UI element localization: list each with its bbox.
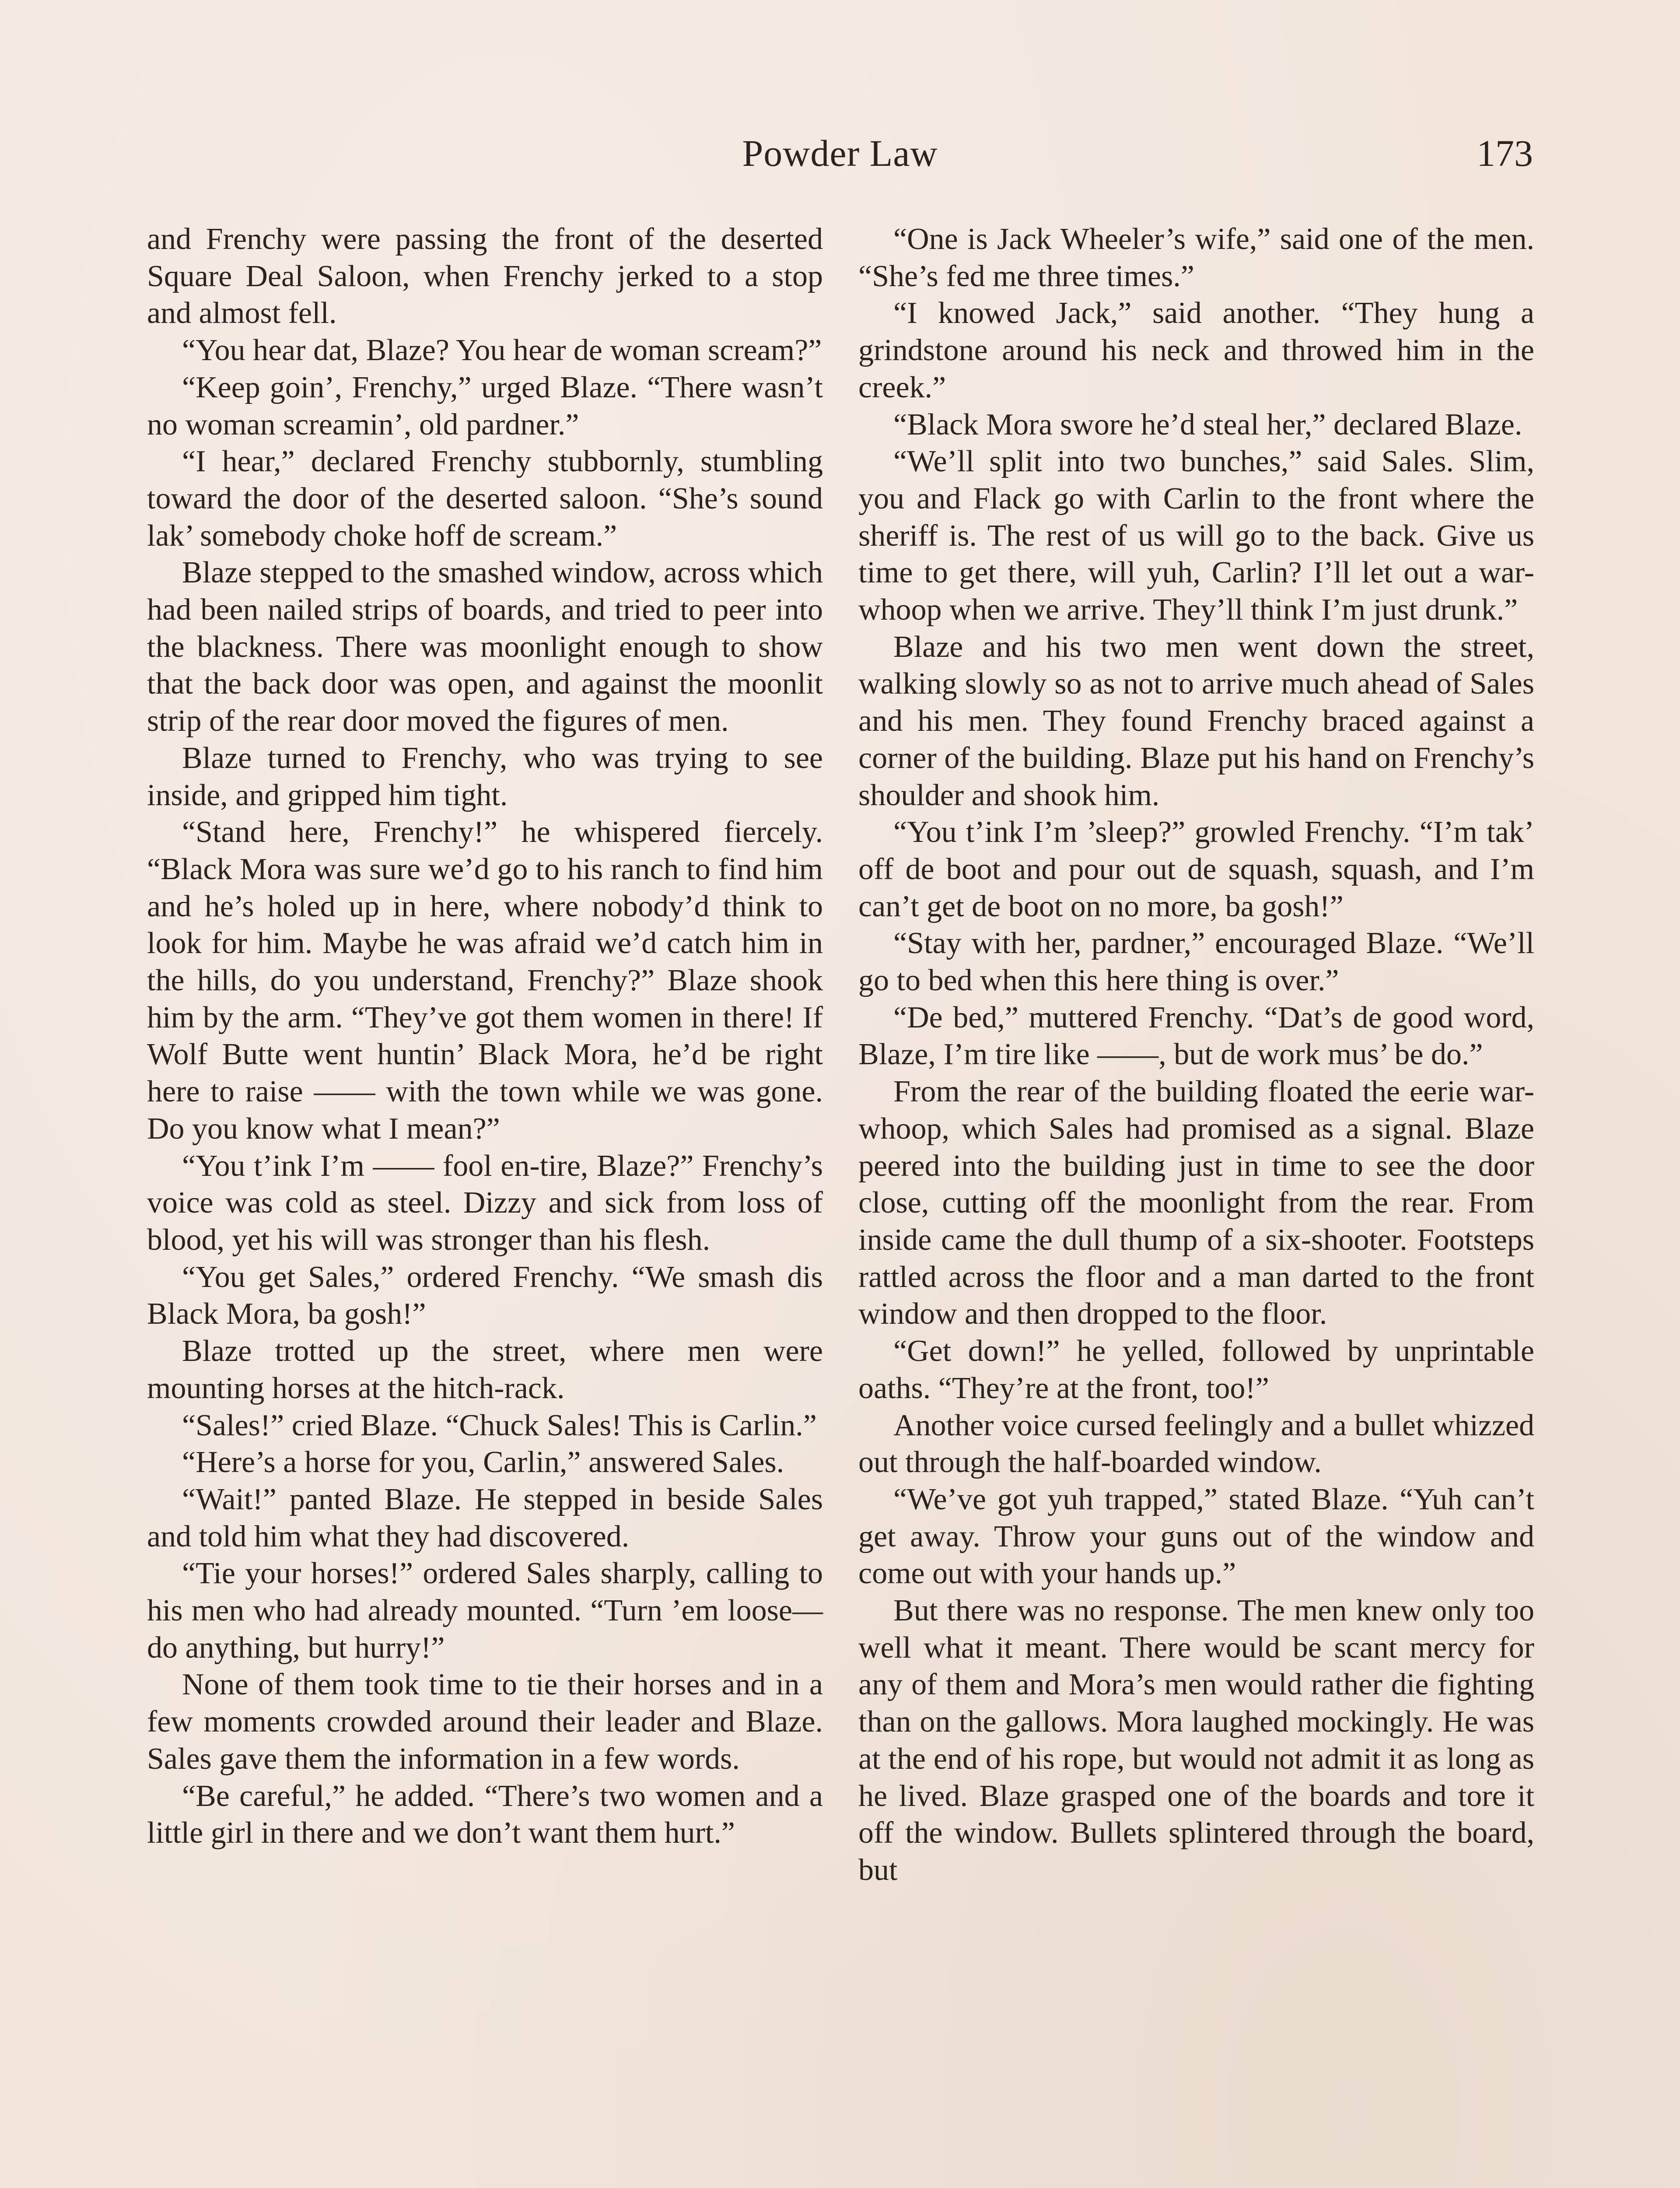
paragraph: “Stand here, Frenchy!” he whispered fiercely. “Black Mora was sure we’d go to his ranch to find him and he’s holed up in here, where nobody’d think to look for him. Maybe he was afraid we’d catch him in the hills, do you understand, Frenchy?” Blaze shook him by the arm. “They’ve got them women in there! If Wolf Butte went huntin’ Black Mora, he’d be right here to raise —— with the town while we was gone. Do you know what I mean?”: [147, 815, 823, 1146]
left-column: [147, 221, 823, 1852]
paragraph: “Keep goin’, Frenchy,” urged Blaze. “There wasn’t no woman screamin’, old pardner.”: [147, 370, 823, 442]
running-title: Powder Law: [742, 132, 938, 174]
paragraph: “Tie your horses!” ordered Sales sharply, calling to his men who had already mounted. “Turn ’em loose—do anything, but hurry!”: [147, 1557, 823, 1665]
paragraph: “We’ll split into two bunches,” said Sales. Slim, you and Flack go with Carlin to the front where the sheriff is. The rest of us will go to the back. Give us time to get there, will yuh, Carlin? I’ll let out a war-whoop when we arrive. They’ll think I’m just drunk.”: [858, 445, 1534, 627]
paragraph: “Black Mora swore he’d steal her,” declared Blaze.: [893, 407, 1522, 442]
paragraph: “Wait!” panted Blaze. He stepped in beside Sales and told him what they had discovered.: [147, 1482, 823, 1553]
paragraph: None of them took time to tie their horses and in a few moments crowded around their leader and Blaze. Sales gave them the information in a few words.: [147, 1668, 823, 1776]
paragraph: “Here’s a horse for you, Carlin,” answered Sales.: [182, 1445, 784, 1480]
paragraph: “Be careful,” he added. “There’s two women and a little girl in there and we don’t want them hurt.”: [147, 1779, 823, 1850]
paragraph: Blaze turned to Frenchy, who was trying to see inside, and gripped him tight.: [147, 741, 823, 812]
page-number: 173: [1477, 132, 1533, 174]
paragraph: “I hear,” declared Frenchy stubbornly, stumbling toward the door of the deserted saloon. “She’s sound lak’ somebody choke hoff de scream.”: [147, 445, 823, 553]
right-column: [858, 221, 1534, 1889]
paragraph: “Get down!” he yelled, followed by unprintable oaths. “They’re at the front, too!”: [858, 1334, 1534, 1405]
paragraph: But there was no response. The men knew only too well what it meant. There would be scant mercy for any of them and Mora’s men would rather die fighting than on the gallows. Mora laughed mockingly. He was at the end of his rope, but would not admit it as long as he lived. Blaze grasped one of the boards and tore it off the window. Bullets splintered through the board, but: [858, 1594, 1534, 1887]
paragraph: “Stay with her, pardner,” encouraged Blaze. “We’ll go to bed when this here thing is over.”: [858, 926, 1534, 998]
paragraph: “You get Sales,” ordered Frenchy. “We smash dis Black Mora, ba gosh!”: [147, 1260, 823, 1331]
paragraph: Blaze trotted up the street, where men were mounting horses at the hitch-rack.: [147, 1334, 823, 1405]
paragraph: “You t’ink I’m —— fool en-tire, Blaze?” Frenchy’s voice was cold as steel. Dizzy and sick from loss of blood, yet his will was stronger than his flesh.: [147, 1149, 823, 1257]
paragraph: “De bed,” muttered Frenchy. “Dat’s de good word, Blaze, I’m tire like ——, but de work mus’ be do.”: [858, 1000, 1534, 1072]
paragraph: “One is Jack Wheeler’s wife,” said one of the men. “She’s fed me three times.”: [858, 222, 1534, 293]
paragraph: “You hear dat, Blaze? You hear de woman scream?”: [182, 333, 822, 368]
paragraph: “Sales!” cried Blaze. “Chuck Sales! This is Carlin.”: [182, 1408, 817, 1442]
paragraph: “I knowed Jack,” said another. “They hung a grindstone around his neck and throwed him in the creek.”: [858, 296, 1534, 404]
paragraph: and Frenchy were passing the front of the deserted Square Deal Saloon, when Frenchy jerked to a stop and almost fell.: [147, 222, 823, 330]
paragraph: “You t’ink I’m ’sleep?” growled Frenchy. “I’m tak’ off de boot and pour out de squash, squash, and I’m can’t get de boot on no more, ba gosh!”: [858, 815, 1534, 923]
paragraph: Another voice cursed feelingly and a bullet whizzed out through the half-boarded window.: [858, 1408, 1534, 1480]
paragraph: “We’ve got yuh trapped,” stated Blaze. “Yuh can’t get away. Throw your guns out of the window and come out with your hands up.”: [858, 1482, 1534, 1591]
page-header: [147, 127, 1533, 188]
paragraph: Blaze stepped to the smashed window, across which had been nailed strips of boards, and tried to peer into the blackness. There was moonlight enough to show that the back door was open, and against the moonlit strip of the rear door moved the figures of men.: [147, 556, 823, 738]
paragraph: Blaze and his two men went down the street, walking slowly so as not to arrive much ahead of Sales and his men. They found Frenchy braced against a corner of the building. Blaze put his hand on Frenchy’s shoulder and shook him.: [858, 630, 1534, 812]
paragraph: From the rear of the building floated the eerie war-whoop, which Sales had promised as a signal. Blaze peered into the building just in time to see the door close, cutting off the moonlight from the rear. From inside came the dull thump of a six-shooter. Footsteps rattled across the floor and a man darted to the front window and then dropped to the floor.: [858, 1075, 1534, 1331]
